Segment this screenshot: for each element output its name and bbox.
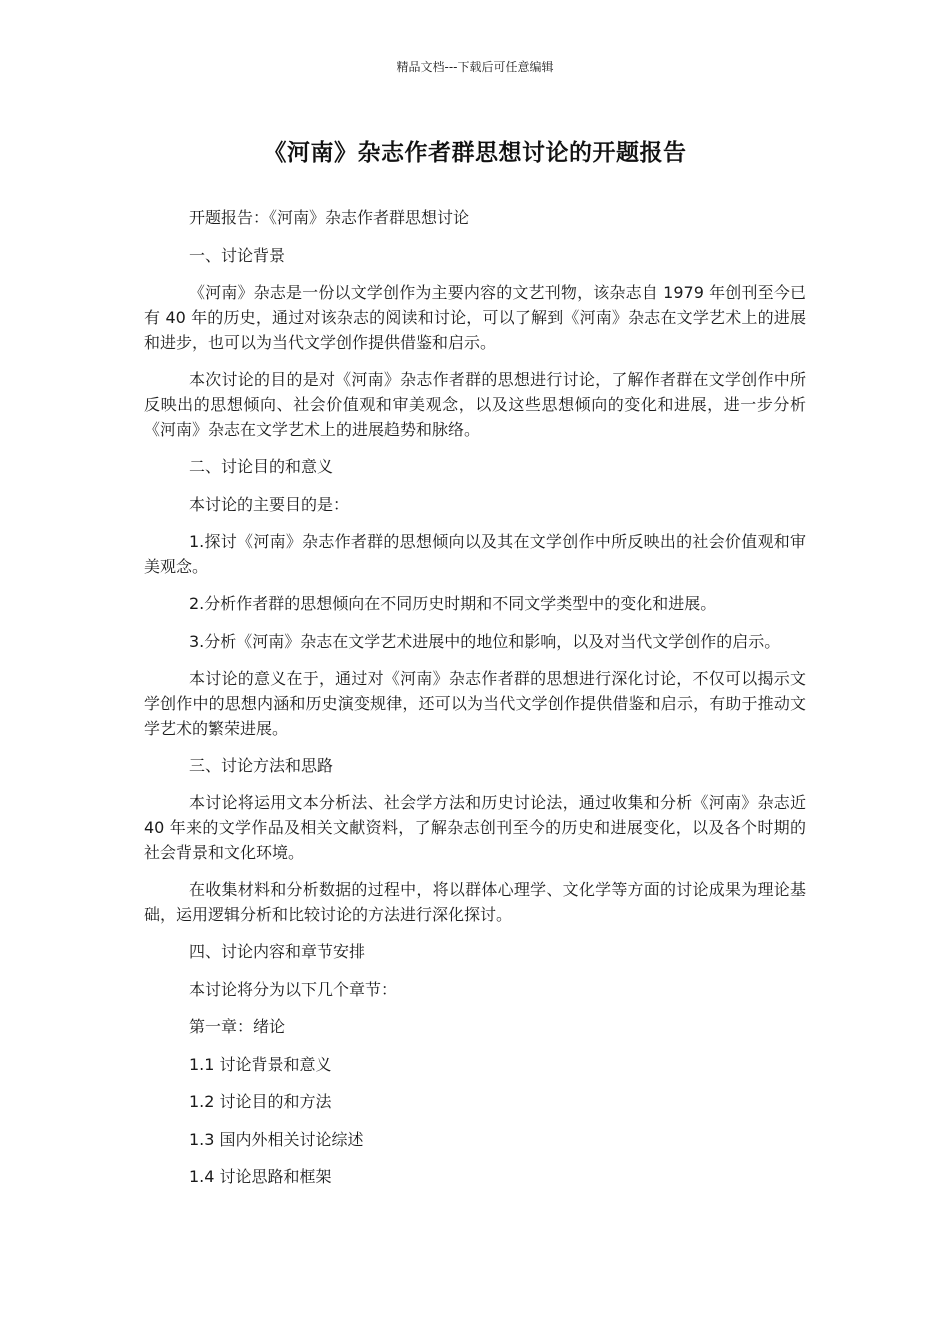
chapter-item-1-2: 1.2 讨论目的和方法 (189, 1092, 332, 1111)
list-item-purpose-3: 3.分析《河南》杂志在文学艺术进展中的地位和影响，以及对当代文学创作的启示。 (189, 631, 781, 651)
page-header: 精品文档---下载后可任意编辑 (396, 60, 554, 74)
report-subject-line: 开题报告：《河南》杂志作者群思想讨论 (189, 208, 470, 227)
list-item-purpose-2: 2.分析作者群的思想倾向在不同历史时期和不同文学类型中的变化和进展。 (189, 594, 717, 613)
chapter-item-1-1: 1.1 讨论背景和意义 (189, 1054, 332, 1074)
section-heading-purpose: 二、讨论目的和意义 (189, 457, 334, 476)
document-title: 《河南》杂志作者群思想讨论的开题报告 (263, 140, 687, 166)
paragraph-significance: 本讨论的意义在于，通过对《河南》杂志作者群的思想进行深化讨论，不仅可以揭示文学创作中的思想内涵和历史演变规律，还可以为当代文学创作提供借鉴和启示，有助于推动文学艺术的繁荣进展。 (144, 668, 806, 738)
chapter-item-1-3: 1.3 国内外相关讨论综述 (189, 1129, 364, 1149)
paragraph-methods-1: 本讨论将运用文本分析法、社会学方法和历史讨论法，通过收集和分析《河南》杂志近 40 年来的文学作品及相关文献资料，了解杂志创刊至今的历史和进展变化，以及各个时期的社会背景和文化环境。 (144, 793, 806, 862)
list-item-purpose-1: 1.探讨《河南》杂志作者群的思想倾向以及其在文学创作中所反映出的社会价值观和审美观念。 (144, 532, 806, 576)
paragraph-methods-2: 在收集材料和分析数据的过程中，将以群体心理学、文化学等方面的讨论成果为理论基础，运用逻辑分析和比较讨论的方法进行深化探讨。 (144, 880, 806, 924)
paragraph-contents-intro: 本讨论将分为以下几个章节： (189, 979, 398, 999)
paragraph-background-2: 本次讨论的目的是对《河南》杂志作者群的思想进行讨论，了解作者群在文学创作中所反映出的思想倾向、社会价值观和审美观念，以及这些思想倾向的变化和进展，进一步分析《河南》杂志在文学艺术上的进展趋势和脉络。 (144, 370, 806, 439)
chapter-1-title: 第一章：绪论 (189, 1017, 286, 1036)
section-heading-background: 一、讨论背景 (189, 245, 286, 265)
paragraph-purpose-intro: 本讨论的主要目的是： (189, 494, 350, 514)
document-body (144, 205, 806, 1202)
chapter-item-1-4: 1.4 讨论思路和框架 (189, 1167, 332, 1186)
paragraph-background-1: 《河南》杂志是一份以文学创作为主要内容的文艺刊物，该杂志自 1979 年创刊至今已有 40 年的历史，通过对该杂志的阅读和讨论，可以了解到《河南》杂志在文学艺术上的进展和进步，也可以为当代文学创作提供借鉴和启示。 (144, 283, 806, 352)
section-heading-contents: 四、讨论内容和章节安排 (189, 942, 366, 961)
section-heading-methods: 三、讨论方法和思路 (189, 755, 334, 775)
